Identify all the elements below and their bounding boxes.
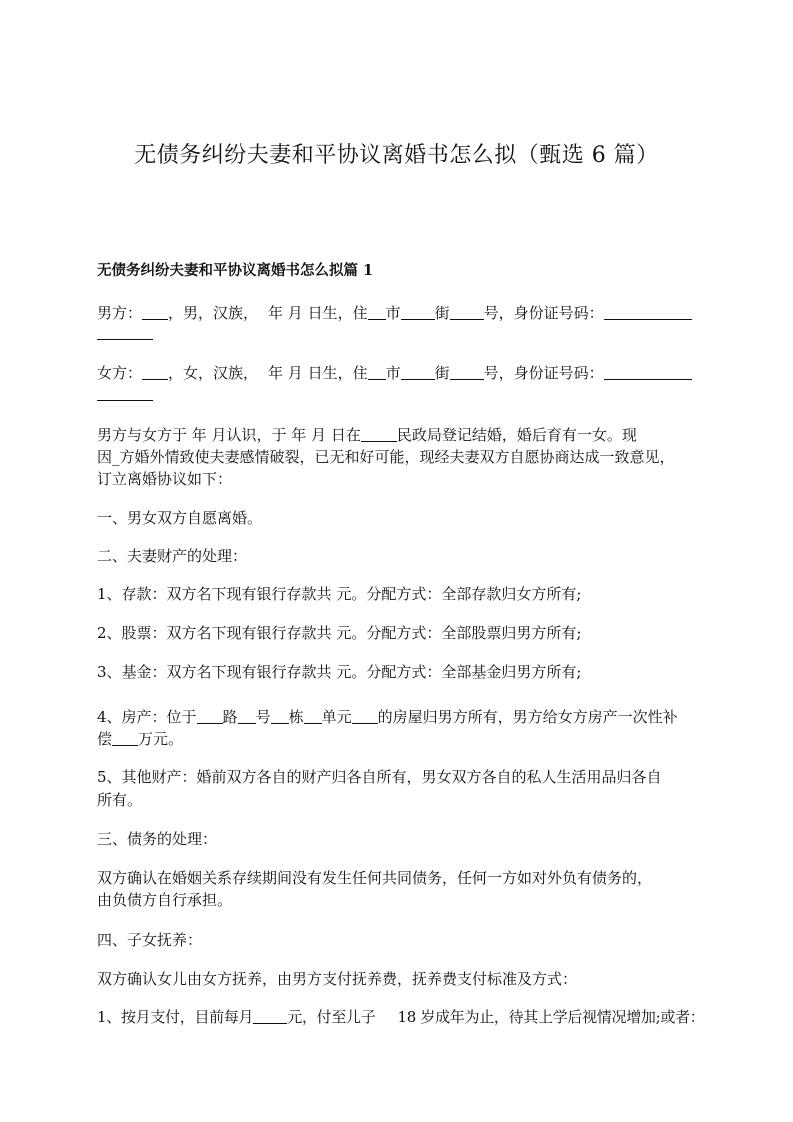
item-4-text-c: 号 — [255, 708, 271, 726]
man-text-3: 市 — [385, 304, 401, 322]
building-blank — [271, 706, 289, 724]
woman-number-blank — [450, 362, 484, 380]
woman-text-2: 年 月 日生，住 — [268, 364, 368, 382]
woman-text-5: 号，身份证号码： — [483, 364, 604, 382]
woman-id-blank — [604, 362, 692, 380]
item-4-property-line-1 — [97, 706, 678, 728]
item-4-text-a: 4、房产：位于 — [97, 708, 197, 726]
item-4-text-h: 万元。 — [138, 730, 184, 748]
item-4-text-e: 单元 — [321, 708, 352, 726]
registry-blank — [361, 424, 397, 442]
road-blank — [197, 706, 223, 724]
item-5-line-1: 5、其他财产：婚前双方各自的财产归各自所有，男女双方各自的私人生活用品归各自 — [97, 768, 662, 786]
payment-text-a: 1、按月支付，目前每月 — [97, 1008, 254, 1026]
payment-text-c: 18 岁成年为止，待其上学后视情况增加;或者： — [397, 1008, 705, 1026]
woman-text-4: 街 — [434, 364, 450, 382]
item-2-stocks: 2、股票：双方名下现有银行存款共 元。分配方式：全部股票归男方所有; — [97, 624, 582, 642]
item-4-text-d: 栋 — [288, 708, 304, 726]
woman-prefix: 女方： — [97, 364, 143, 382]
intro-line-3: 订立离婚协议如下： — [97, 470, 233, 488]
man-city-blank — [368, 302, 386, 320]
man-text-1: ，男，汉族， — [168, 304, 259, 322]
man-info-line — [97, 302, 692, 324]
custody-line: 双方确认女儿由女方抚养，由男方支付抚养费，抚养费支付标准及方式： — [97, 970, 578, 988]
man-number-blank — [450, 302, 484, 320]
intro-line-1 — [97, 424, 637, 446]
intro-text-1b: 民政局登记结婚，婚后育有一女。现 — [396, 426, 637, 444]
item-1-savings: 1、存款：双方名下现有银行存款共 元。分配方式：全部存款归女方所有; — [97, 585, 582, 603]
man-name-blank — [142, 302, 168, 320]
item-3-funds: 3、基金：双方名下现有银行存款共 元。分配方式：全部基金归男方所有; — [97, 663, 582, 681]
debt-line-2: 由负债方自行承担。 — [97, 891, 233, 909]
woman-street-blank — [401, 362, 435, 380]
debt-line-1: 双方确认在婚姻关系存续期间没有发生任何共同债务，任何一方如对外负有债务的， — [97, 869, 653, 887]
woman-name-blank — [142, 362, 168, 380]
item-4-property-line-2 — [97, 728, 183, 750]
document-title: 无债务纠纷夫妻和平协议离婚书怎么拟（甄选 6 篇） — [134, 143, 659, 168]
house-number-blank — [238, 706, 256, 724]
clause-4: 四、子女抚养： — [97, 931, 203, 949]
clause-2: 二、夫妻财产的处理： — [97, 547, 248, 565]
room-blank — [352, 706, 378, 724]
woman-text-1: ，女，汉族， — [168, 364, 259, 382]
section-heading: 无债务纠纷夫妻和平协议离婚书怎么拟篇 1 — [97, 262, 374, 279]
intro-text-1a: 男方与女方于 年 月认识，于 年 月 日在 — [97, 426, 361, 444]
item-4-text-f: 的房屋归男方所有，男方给女方房产一次性补 — [377, 708, 678, 726]
unit-blank — [304, 706, 322, 724]
payment-text-b: 元，付至儿子 — [287, 1008, 376, 1026]
payment-line — [97, 1006, 704, 1028]
item-4-text-b: 路 — [222, 708, 238, 726]
woman-text-3: 市 — [385, 364, 401, 382]
item-4-text-g: 偿 — [97, 730, 113, 748]
intro-line-2: 因_方婚外情致使夫妻感情破裂，已无和好可能，现经夫妻双方自愿协商达成一致意见， — [97, 448, 675, 466]
man-text-5: 号，身份证号码： — [483, 304, 604, 322]
monthly-amount-blank — [253, 1006, 287, 1024]
clause-1: 一、男女双方自愿离婚。 — [97, 509, 263, 527]
compensation-blank — [112, 728, 138, 746]
item-5-line-2: 所有。 — [97, 791, 143, 809]
man-street-blank — [401, 302, 435, 320]
woman-id-blank-continued — [97, 400, 153, 401]
man-id-blank-continued — [97, 339, 153, 340]
man-text-2: 年 月 日生，住 — [268, 304, 368, 322]
woman-info-line — [97, 362, 692, 384]
man-prefix: 男方： — [97, 304, 143, 322]
woman-city-blank — [368, 362, 386, 380]
clause-3: 三、债务的处理： — [97, 830, 218, 848]
man-text-4: 街 — [434, 304, 450, 322]
man-id-blank — [604, 302, 692, 320]
